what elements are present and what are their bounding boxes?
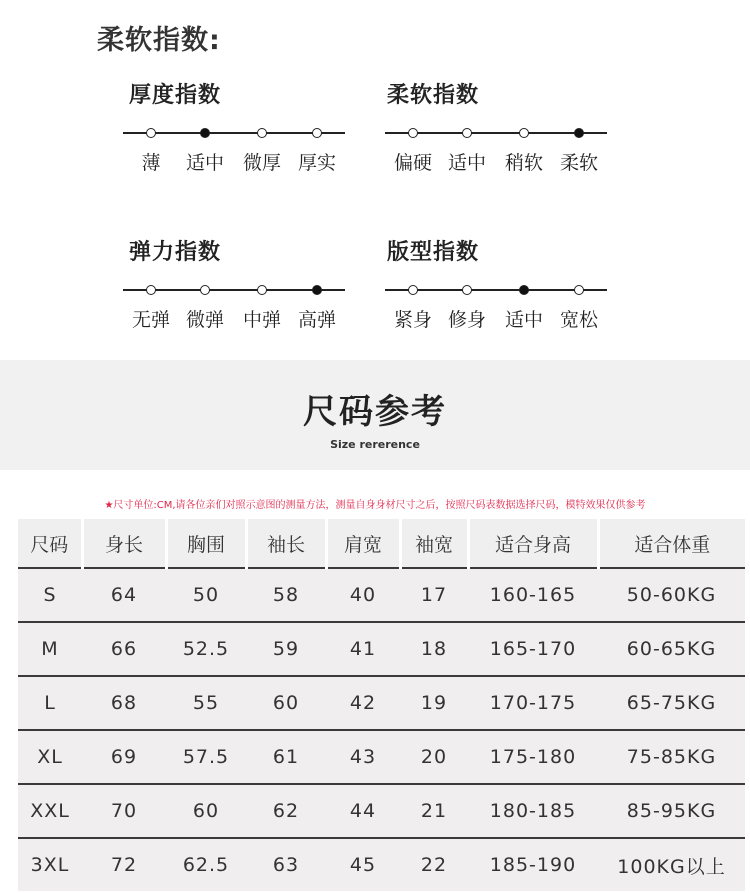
- table-cell: 43: [349, 746, 377, 768]
- table-cell: 185-190: [489, 854, 577, 876]
- table-header-cell: 适合体重: [598, 519, 745, 568]
- table-cell: 60: [192, 800, 220, 822]
- index-option-label: 高弹: [297, 309, 337, 331]
- table-cell: 165-170: [489, 638, 577, 660]
- index-label: 柔软指数: [387, 83, 480, 108]
- table-cell: 69: [110, 746, 138, 768]
- table-cell: 18: [420, 638, 448, 660]
- table-cell: 52.5: [182, 638, 230, 660]
- table-row: [18, 838, 745, 891]
- table-cell: 70: [110, 800, 138, 822]
- thickness-index: [123, 78, 353, 174]
- index-dot: [312, 128, 322, 138]
- index-option-label: 紧身: [393, 309, 433, 331]
- index-dot: [462, 128, 472, 138]
- size-reference-title: 尺码参考: [303, 392, 447, 432]
- table-cell: 45: [349, 854, 377, 876]
- index-dot-selected: [574, 128, 584, 138]
- index-option-label: 无弹: [131, 309, 171, 331]
- table-cell: 175-180: [489, 746, 577, 768]
- index-track: [385, 289, 607, 291]
- table-row: [18, 730, 745, 784]
- table-cell: 50: [192, 584, 220, 606]
- table-cell: 58: [272, 584, 300, 606]
- index-option-label: 修身: [447, 309, 487, 331]
- table-header-cell: 适合身高: [468, 519, 598, 568]
- index-dot: [462, 285, 472, 295]
- table-cell: 65-75KG: [626, 692, 717, 714]
- table-header-cell: 身长: [82, 519, 166, 568]
- table-cell: XXL: [30, 800, 70, 822]
- index-option-label: 柔软: [559, 152, 599, 174]
- index-option-label: 稍软: [504, 152, 544, 174]
- index-option-label: 适中: [504, 309, 544, 331]
- size-reference-subtitle: Size rererence: [330, 438, 420, 451]
- index-dot: [408, 128, 418, 138]
- table-cell: 17: [420, 584, 448, 606]
- table-cell: 40: [349, 584, 377, 606]
- table-cell: XL: [37, 746, 63, 768]
- table-cell: 64: [110, 584, 138, 606]
- table-cell: 59: [272, 638, 300, 660]
- table-cell: 100KG以上: [617, 855, 726, 878]
- table-row: [18, 676, 745, 730]
- table-cell: 62: [272, 800, 300, 822]
- index-option-label: 适中: [185, 152, 225, 174]
- table-cell: 85-95KG: [626, 800, 717, 822]
- table-cell: 66: [110, 638, 138, 660]
- index-dot: [257, 285, 267, 295]
- index-dot: [574, 285, 584, 295]
- table-cell: 60: [272, 692, 300, 714]
- index-track: [123, 132, 345, 134]
- table-header-cell: 尺码: [18, 519, 82, 568]
- index-dot: [519, 128, 529, 138]
- table-cell: 60-65KG: [626, 638, 717, 660]
- table-header-row: [18, 519, 745, 568]
- table-cell: 42: [349, 692, 377, 714]
- size-table: [18, 519, 745, 891]
- index-option-label: 适中: [447, 152, 487, 174]
- elasticity-index: [123, 235, 353, 331]
- index-option-label: 微厚: [242, 152, 282, 174]
- table-row: [18, 568, 745, 622]
- table-cell: 19: [420, 692, 448, 714]
- index-dot: [200, 285, 210, 295]
- table-cell: M: [41, 638, 59, 660]
- table-cell: 22: [420, 854, 448, 876]
- table-cell: 68: [110, 692, 138, 714]
- table-cell: 75-85KG: [626, 746, 717, 768]
- index-track: [385, 132, 607, 134]
- table-cell: 55: [192, 692, 220, 714]
- table-cell: 41: [349, 638, 377, 660]
- index-label: 厚度指数: [129, 83, 222, 108]
- index-dot-selected: [312, 285, 322, 295]
- softness-index: [385, 78, 615, 174]
- index-option-label: 中弹: [242, 309, 282, 331]
- table-cell: 170-175: [489, 692, 577, 714]
- table-cell: 63: [272, 854, 300, 876]
- table-row: [18, 784, 745, 838]
- size-reference-banner: [0, 360, 750, 470]
- index-option-label: 薄: [141, 152, 161, 174]
- table-header-cell: 胸围: [166, 519, 246, 568]
- table-row: [18, 622, 745, 676]
- table-cell: 160-165: [489, 584, 577, 606]
- table-header-cell: 袖长: [246, 519, 326, 568]
- index-dot-selected: [519, 285, 529, 295]
- table-cell: 72: [110, 854, 138, 876]
- table-cell: 62.5: [182, 854, 230, 876]
- table-header-cell: 袖宽: [400, 519, 468, 568]
- index-dot: [408, 285, 418, 295]
- table-cell: 180-185: [489, 800, 577, 822]
- table-cell: 21: [420, 800, 448, 822]
- index-option-label: 厚实: [297, 152, 337, 174]
- index-label: 版型指数: [387, 240, 480, 265]
- softness-section-title: 柔软指数:: [97, 25, 221, 56]
- table-header-cell: 肩宽: [326, 519, 400, 568]
- table-cell: 44: [349, 800, 377, 822]
- table-cell: 57.5: [182, 746, 230, 768]
- table-cell: 20: [420, 746, 448, 768]
- index-label: 弹力指数: [129, 240, 222, 265]
- table-cell: S: [43, 584, 57, 606]
- table-cell: 3XL: [30, 854, 70, 876]
- fit-index: [385, 235, 615, 331]
- table-cell: 61: [272, 746, 300, 768]
- index-dot: [146, 285, 156, 295]
- index-option-label: 宽松: [559, 309, 599, 331]
- index-dot: [257, 128, 267, 138]
- size-note: ★尺寸单位:CM,请各位亲们对照示意图的测量方法，测量自身身材尺寸之后，按照尺码表数据选择尺码，模特效果仅供参考: [104, 500, 646, 511]
- index-dot: [146, 128, 156, 138]
- index-option-label: 偏硬: [393, 152, 433, 174]
- table-cell: L: [44, 692, 56, 714]
- index-option-label: 微弹: [185, 309, 225, 331]
- index-dot-selected: [200, 128, 210, 138]
- index-track: [123, 289, 345, 291]
- table-cell: 50-60KG: [626, 584, 717, 606]
